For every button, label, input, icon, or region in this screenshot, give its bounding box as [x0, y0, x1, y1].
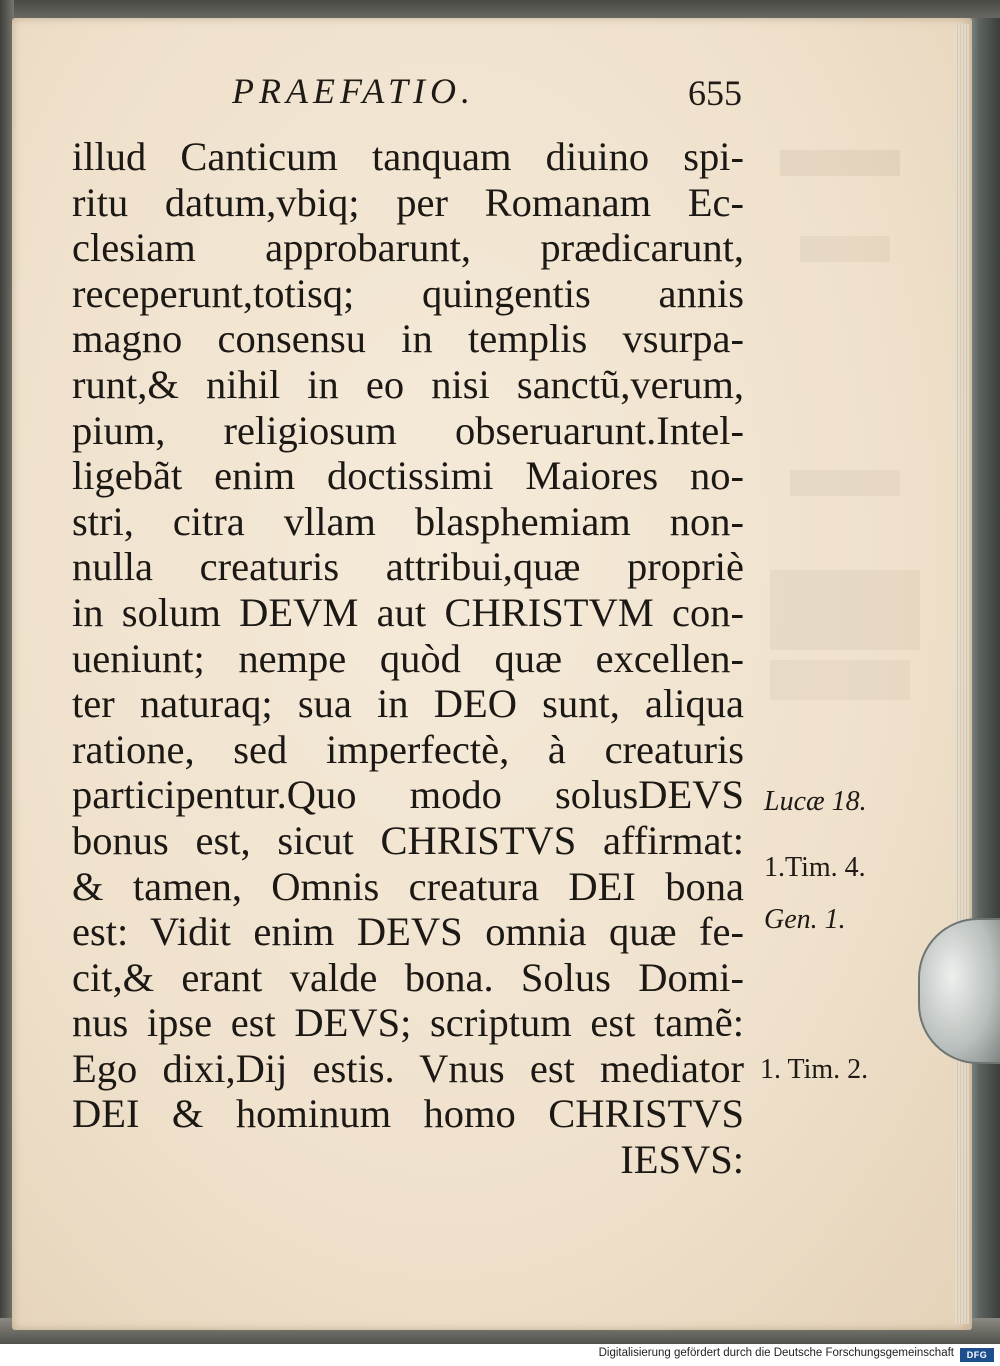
- show-through-mark: [800, 236, 890, 262]
- show-through-mark: [790, 470, 900, 496]
- text-line: est: Vidit enim DEVS omnia quæ fe-: [72, 909, 744, 955]
- margin-reference: Gen. 1.: [764, 904, 846, 935]
- text-line: stri, citra vllam blasphemiam non-: [72, 498, 744, 544]
- page-edges: [955, 24, 969, 1324]
- funding-credit: Digitalisierung gefördert durch die Deutsche Forschungsgemeinschaft: [598, 1347, 954, 1359]
- margin-reference: 1.Tim. 4.: [764, 852, 866, 883]
- page-number: 655: [688, 73, 742, 113]
- running-head: PRAEFATIO.: [232, 71, 475, 111]
- text-line: & tamen, Omnis creatura DEI bona: [72, 863, 744, 909]
- text-line: ligebãt enim doctissimi Maiores no-: [72, 453, 744, 499]
- text-line: participentur.Quo modo solusDEVS: [72, 772, 744, 818]
- text-line: runt,& nihil in eo nisi sanctũ,verum,: [72, 361, 744, 407]
- text-line: magno consensu in templis vsurpa-: [72, 316, 744, 362]
- show-through-mark: [770, 660, 910, 700]
- text-line: nus ipse est DEVS; scriptum est tamẽ:: [72, 1000, 744, 1046]
- body-text: [72, 134, 744, 1183]
- show-through-mark: [770, 570, 920, 650]
- text-line: illud Canticum tanquam diuino spi-: [72, 134, 744, 179]
- text-line: ueniunt; nempe quòd quæ excellen-: [72, 635, 744, 681]
- margin-reference: 1. Tim. 2.: [760, 1054, 869, 1085]
- text-line: ratione, sed imperfectè, à creaturis: [72, 726, 744, 772]
- margin-reference: Lucæ 18.: [764, 786, 867, 817]
- text-line: bonus est, sicut CHRISTVS affirmat:: [72, 817, 744, 863]
- text-line: clesiam approbarunt, prædicarunt,: [72, 225, 744, 271]
- text-line: cit,& erant valde bona. Solus Domi-: [72, 954, 744, 1000]
- text-line: receperunt,totisq; quingentis annis: [72, 270, 744, 316]
- text-line: nulla creaturis attribui,quæ propriè: [72, 544, 744, 590]
- text-line: pium, religiosum obseruarunt.Intel-: [72, 407, 744, 453]
- show-through-mark: [780, 150, 900, 176]
- text-line: ter naturaq; sua in DEO sunt, aliqua: [72, 681, 744, 727]
- text-line: DEI & hominum homo CHRISTVS: [72, 1091, 744, 1137]
- text-line: ritu datum,vbiq; per Romanam Ec-: [72, 179, 744, 225]
- catchword: IESVS:: [620, 1137, 744, 1183]
- text-line: Ego dixi,Dij estis. Vnus est mediator: [72, 1045, 744, 1091]
- footer-bar: [0, 1344, 1000, 1366]
- text-line: in solum DEVM aut CHRISTVM con-: [72, 589, 744, 635]
- dfg-logo: DFG: [960, 1348, 994, 1362]
